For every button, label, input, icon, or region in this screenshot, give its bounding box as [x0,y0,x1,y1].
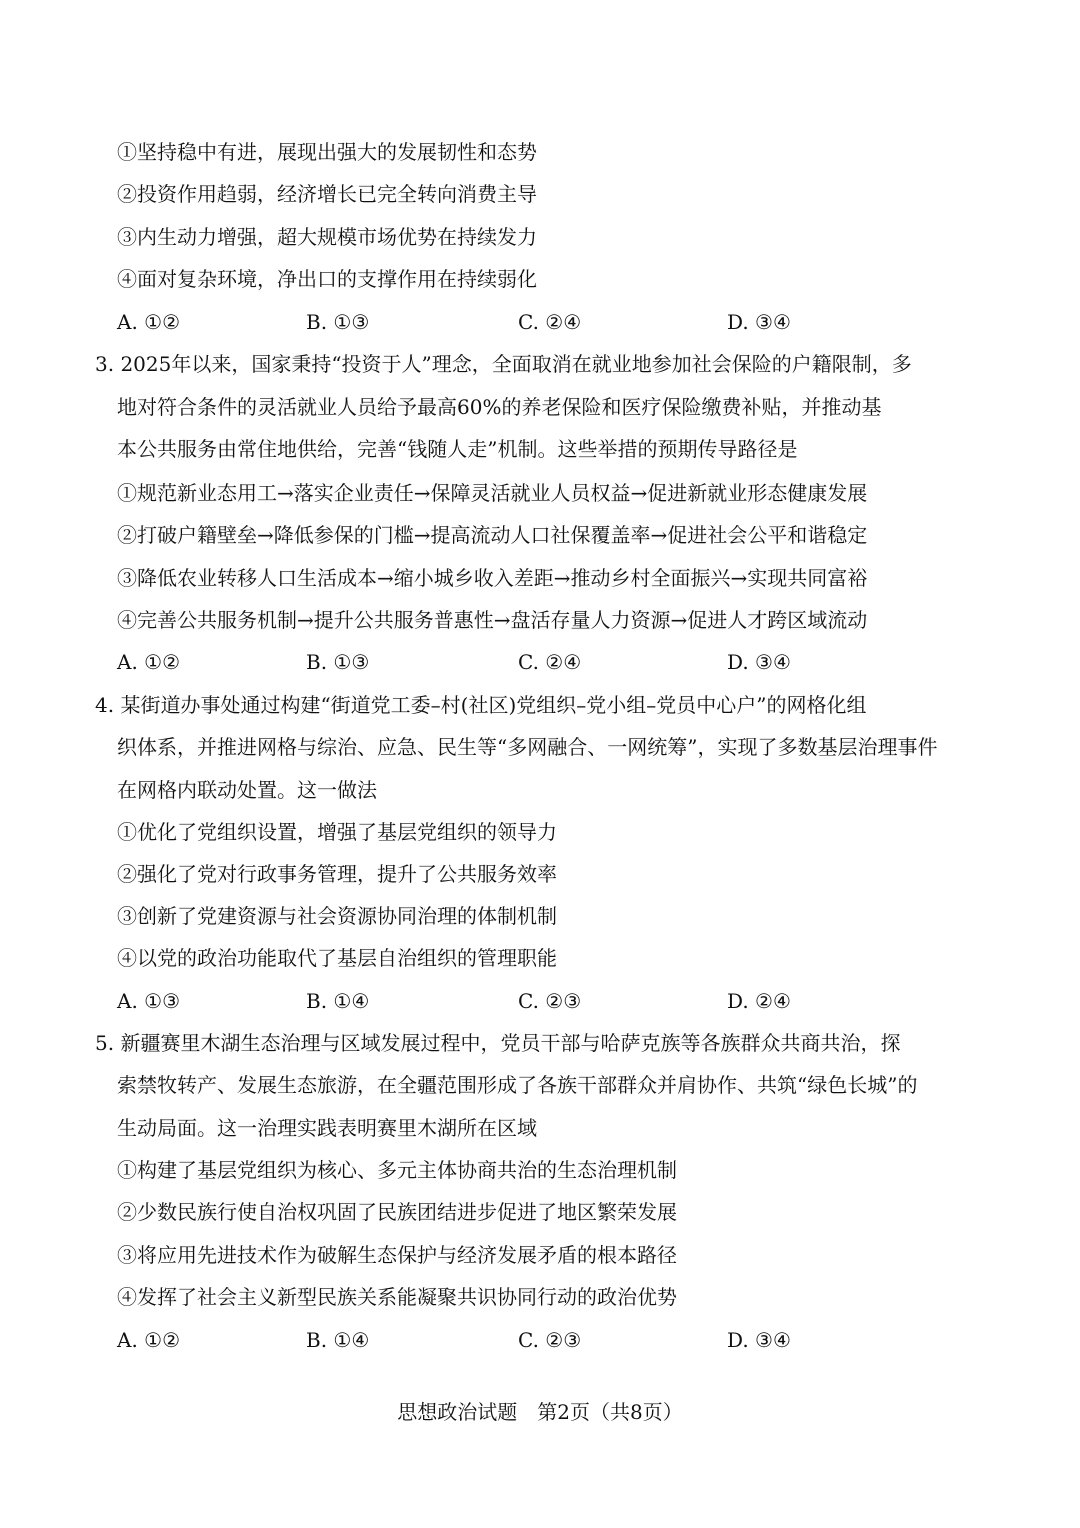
q5-answer-c: C. ②③ [518,1328,582,1352]
q4-stem-line-2: 织体系，并推进网格与综治、应急、民生等“多网融合、一网统筹”，实现了多数基层治理事件 [117,735,938,759]
q4-stem-line-3: 在网格内联动处置。这一做法 [117,778,377,802]
q4-option-4: ④以党的政治功能取代了基层自治组织的管理职能 [117,946,557,970]
q5-stem-line-3: 生动局面。这一治理实践表明赛里木湖所在区域 [117,1116,537,1140]
q3-answer-b: B. ①③ [306,650,370,674]
q3-stem-line-1: 3. 2025年以来，国家秉持“投资于人”理念，全面取消在就业地参加社会保险的户籍限制，多 [95,352,912,376]
q2-option-2: ②投资作用趋弱，经济增长已完全转向消费主导 [117,182,537,206]
q4-answer-a: A. ①③ [117,989,181,1013]
q5-stem-line-1: 5. 新疆赛里木湖生态治理与区域发展过程中，党员干部与哈萨克族等各族群众共商共治，探 [95,1031,901,1055]
q4-option-3: ③创新了党建资源与社会资源协同治理的体制机制 [117,904,557,928]
q4-option-1: ①优化了党组织设置，增强了基层党组织的领导力 [117,820,557,844]
q2-answer-c: C. ②④ [518,310,582,334]
q2-option-1: ①坚持稳中有进，展现出强大的发展韧性和态势 [117,140,537,164]
q4-stem-line-1: 4. 某街道办事处通过构建“街道党工委–村(社区)党组织–党小组–党员中心户”的网格化组 [95,693,867,717]
q2-option-4: ④面对复杂环境，净出口的支撑作用在持续弱化 [117,267,537,291]
q5-stem-line-2: 索禁牧转产、发展生态旅游，在全疆范围形成了各族干部群众并肩协作、共筑“绿色长城”的 [117,1073,918,1097]
q3-answer-a: A. ①② [117,650,181,674]
q5-answer-b: B. ①④ [306,1328,370,1352]
q3-stem-line-2: 地对符合条件的灵活就业人员给予最高60%的养老保险和医疗保险缴费补贴，并推动基 [117,395,882,419]
q2-answer-d: D. ③④ [727,310,791,334]
q5-option-2: ②少数民族行使自治权巩固了民族团结进步促进了地区繁荣发展 [117,1200,677,1224]
q2-option-3: ③内生动力增强，超大规模市场优势在持续发力 [117,225,537,249]
q3-answer-c: C. ②④ [518,650,582,674]
q4-option-2: ②强化了党对行政事务管理，提升了公共服务效率 [117,862,557,886]
q3-option-4: ④完善公共服务机制→提升公共服务普惠性→盘活存量人力资源→促进人才跨区域流动 [117,608,868,632]
q3-option-1: ①规范新业态用工→落实企业责任→保障灵活就业人员权益→促进新就业形态健康发展 [117,481,868,505]
q5-option-3: ③将应用先进技术作为破解生态保护与经济发展矛盾的根本路径 [117,1243,677,1267]
q5-answer-a: A. ①② [117,1328,181,1352]
q2-answer-b: B. ①③ [306,310,370,334]
q2-answer-a: A. ①② [117,310,181,334]
q4-answer-c: C. ②③ [518,989,582,1013]
q3-stem-line-3: 本公共服务由常住地供给，完善“钱随人走”机制。这些举措的预期传导路径是 [117,437,798,461]
page-footer: 思想政治试题 第2页（共8页） [397,1400,683,1424]
q3-option-2: ②打破户籍壁垒→降低参保的门槛→提高流动人口社保覆盖率→促进社会公平和谐稳定 [117,523,868,547]
q4-answer-b: B. ①④ [306,989,370,1013]
q5-option-1: ①构建了基层党组织为核心、多元主体协商共治的生态治理机制 [117,1158,677,1182]
q3-answer-d: D. ③④ [727,650,791,674]
q3-option-3: ③降低农业转移人口生活成本→缩小城乡收入差距→推动乡村全面振兴→实现共同富裕 [117,566,868,590]
q5-option-4: ④发挥了社会主义新型民族关系能凝聚共识协同行动的政治优势 [117,1285,677,1309]
q4-answer-d: D. ②④ [727,989,791,1013]
q5-answer-d: D. ③④ [727,1328,791,1352]
